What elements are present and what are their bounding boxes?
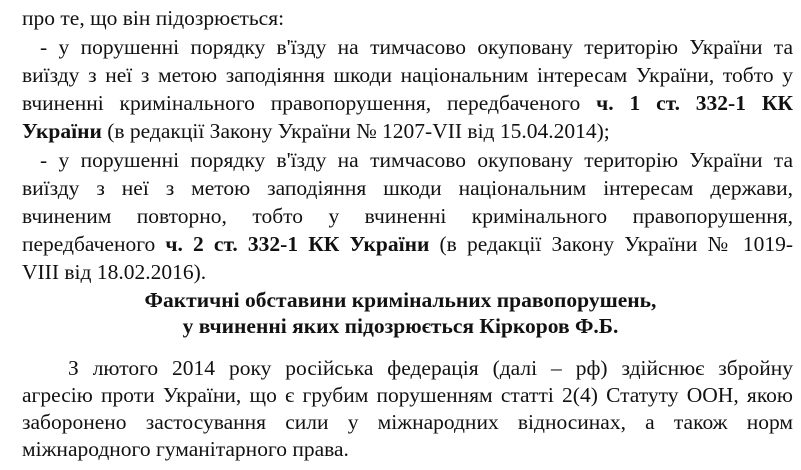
- line-text: заборонено застосування сили у міжнародних відносинах, а також норм: [22, 410, 793, 434]
- text-line-9: [22, 230, 793, 258]
- line-text: агресію проти України, що є грубим порушенням статті 2(4) Статуту ООН, якою: [22, 383, 793, 407]
- line-text-part: (в редакції Закону України № 1019-: [429, 232, 794, 256]
- legal-reference: України: [22, 119, 102, 143]
- text-line-8: [22, 202, 793, 230]
- section-heading-line-1: [0, 286, 801, 314]
- text-line-2: [40, 33, 793, 61]
- line-text: міжнародного гуманітарного права.: [22, 437, 349, 461]
- line-text: виїзду з неї з метою заподіяння шкоди національним інтересам держави,: [22, 176, 793, 200]
- line-text: - у порушенні порядку в'їзду на тимчасово окуповану територію України та: [40, 148, 793, 172]
- paragraph-line-2: [22, 381, 793, 409]
- line-text: VIII від 18.02.2016).: [22, 260, 207, 284]
- line-text: З лютого 2014 року російська федерація (далі – рф) здійснює збройну: [68, 356, 793, 380]
- heading-text: у вчиненні яких підозрюється Кіркоров Ф.Б.: [182, 314, 619, 338]
- text-line-1: [22, 4, 793, 32]
- paragraph-line-3: [22, 408, 793, 436]
- section-heading-line-2: [0, 312, 801, 340]
- line-text-part: передбаченого: [22, 232, 166, 256]
- text-line-10: [22, 258, 793, 286]
- text-line-6: [40, 146, 793, 174]
- text-line-4: [22, 89, 793, 117]
- text-line-3: [22, 61, 793, 89]
- line-text: виїзду з неї з метою заподіяння шкоди національним інтересам України, тобто у: [22, 63, 793, 87]
- line-text: вчиненим повторно, тобто у вчиненні кримінального правопорушення,: [22, 204, 793, 228]
- line-text-part: вчиненні кримінального правопорушення, передбаченого: [22, 91, 597, 115]
- line-text-part: (в редакції Закону України № 1207-VII від 15.04.2014);: [101, 119, 610, 143]
- line-text: - у порушенні порядку в'їзду на тимчасово окуповану територію України та: [40, 35, 793, 59]
- heading-text: Фактичні обставини кримінальних правопорушень,: [144, 288, 657, 312]
- paragraph-line-1: [68, 354, 793, 382]
- paragraph-line-4: [22, 435, 793, 463]
- legal-reference: ч. 1 ст. 332-1 КК: [596, 91, 793, 115]
- line-text: про те, що він підозрюється:: [22, 6, 285, 30]
- legal-reference: ч. 2 ст. 332-1 КК України: [165, 232, 430, 256]
- text-line-7: [22, 174, 793, 202]
- text-line-5: [22, 117, 793, 145]
